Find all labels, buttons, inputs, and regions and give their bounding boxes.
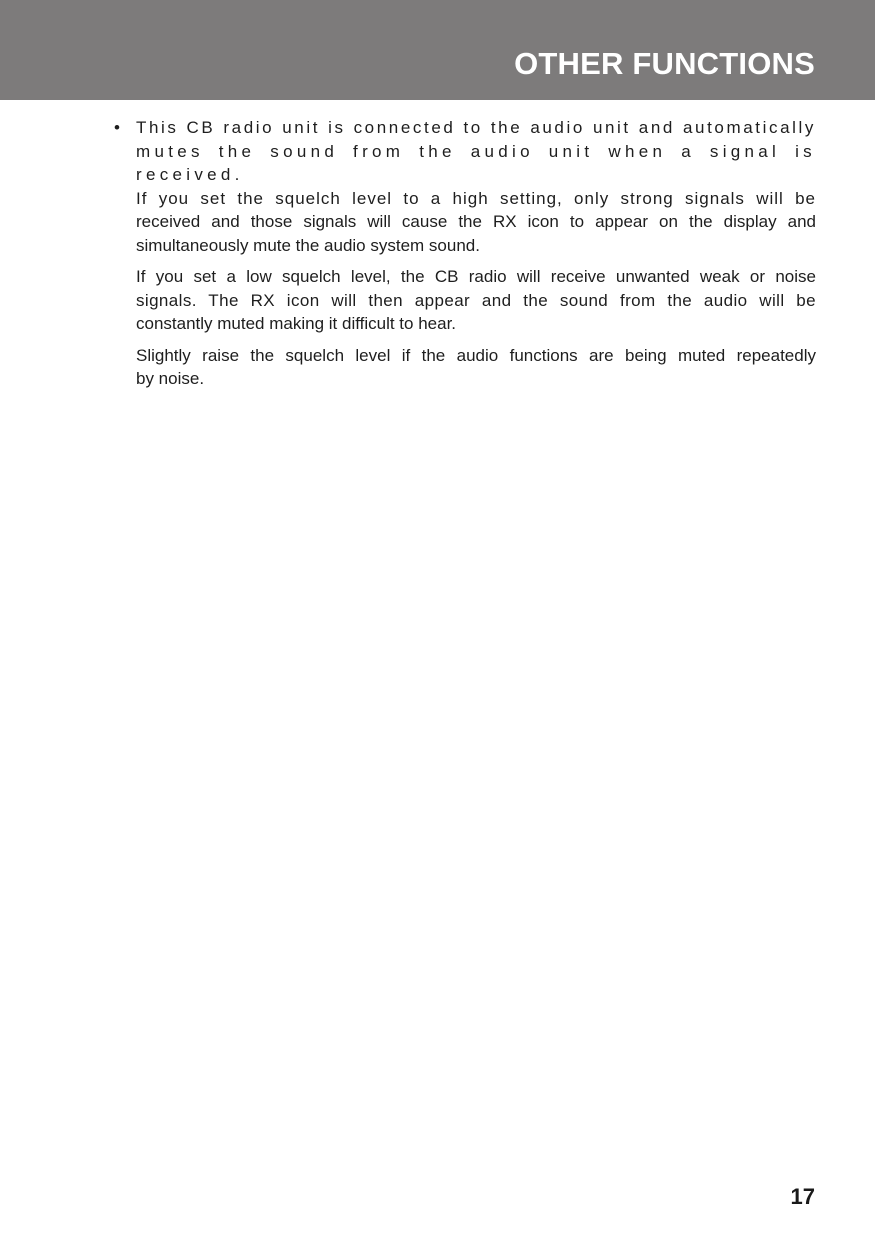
text-line: Slightly raise the squelch level if the audio functions are being muted repeatedly [136,345,816,365]
paragraph-raise-squelch [136,344,816,391]
text-line: signals. The RX icon will then appear and the sound from the audio will be [136,290,816,310]
text-line: constantly muted making it difficult to hear. [136,314,457,333]
bullet-icon: • [114,118,120,137]
text-line: If you set a low squelch level, the CB radio will receive unwanted weak or noise [136,267,816,286]
text-line: This CB radio unit is connected to the audio unit and automatically [136,118,816,137]
text-line: simultaneously mute the audio system sound. [136,235,480,255]
header-band [0,0,875,100]
paragraph-low-squelch [136,265,816,336]
bullet-paragraphs [136,116,816,399]
bullet-item [114,116,816,399]
paragraph-auto-mute [136,116,816,257]
text-line: received and those signals will cause the RX icon to appear on the display and [136,212,816,231]
section-title: OTHER FUNCTIONS [514,46,815,81]
text-line: by noise. [136,369,205,388]
page-number: 17 [790,1184,815,1209]
text-line: mutes the sound from the audio unit when a signal is received. [136,141,816,184]
body-content [114,116,816,399]
text-line: If you set the squelch level to a high setting, only strong signals will be [136,188,816,208]
